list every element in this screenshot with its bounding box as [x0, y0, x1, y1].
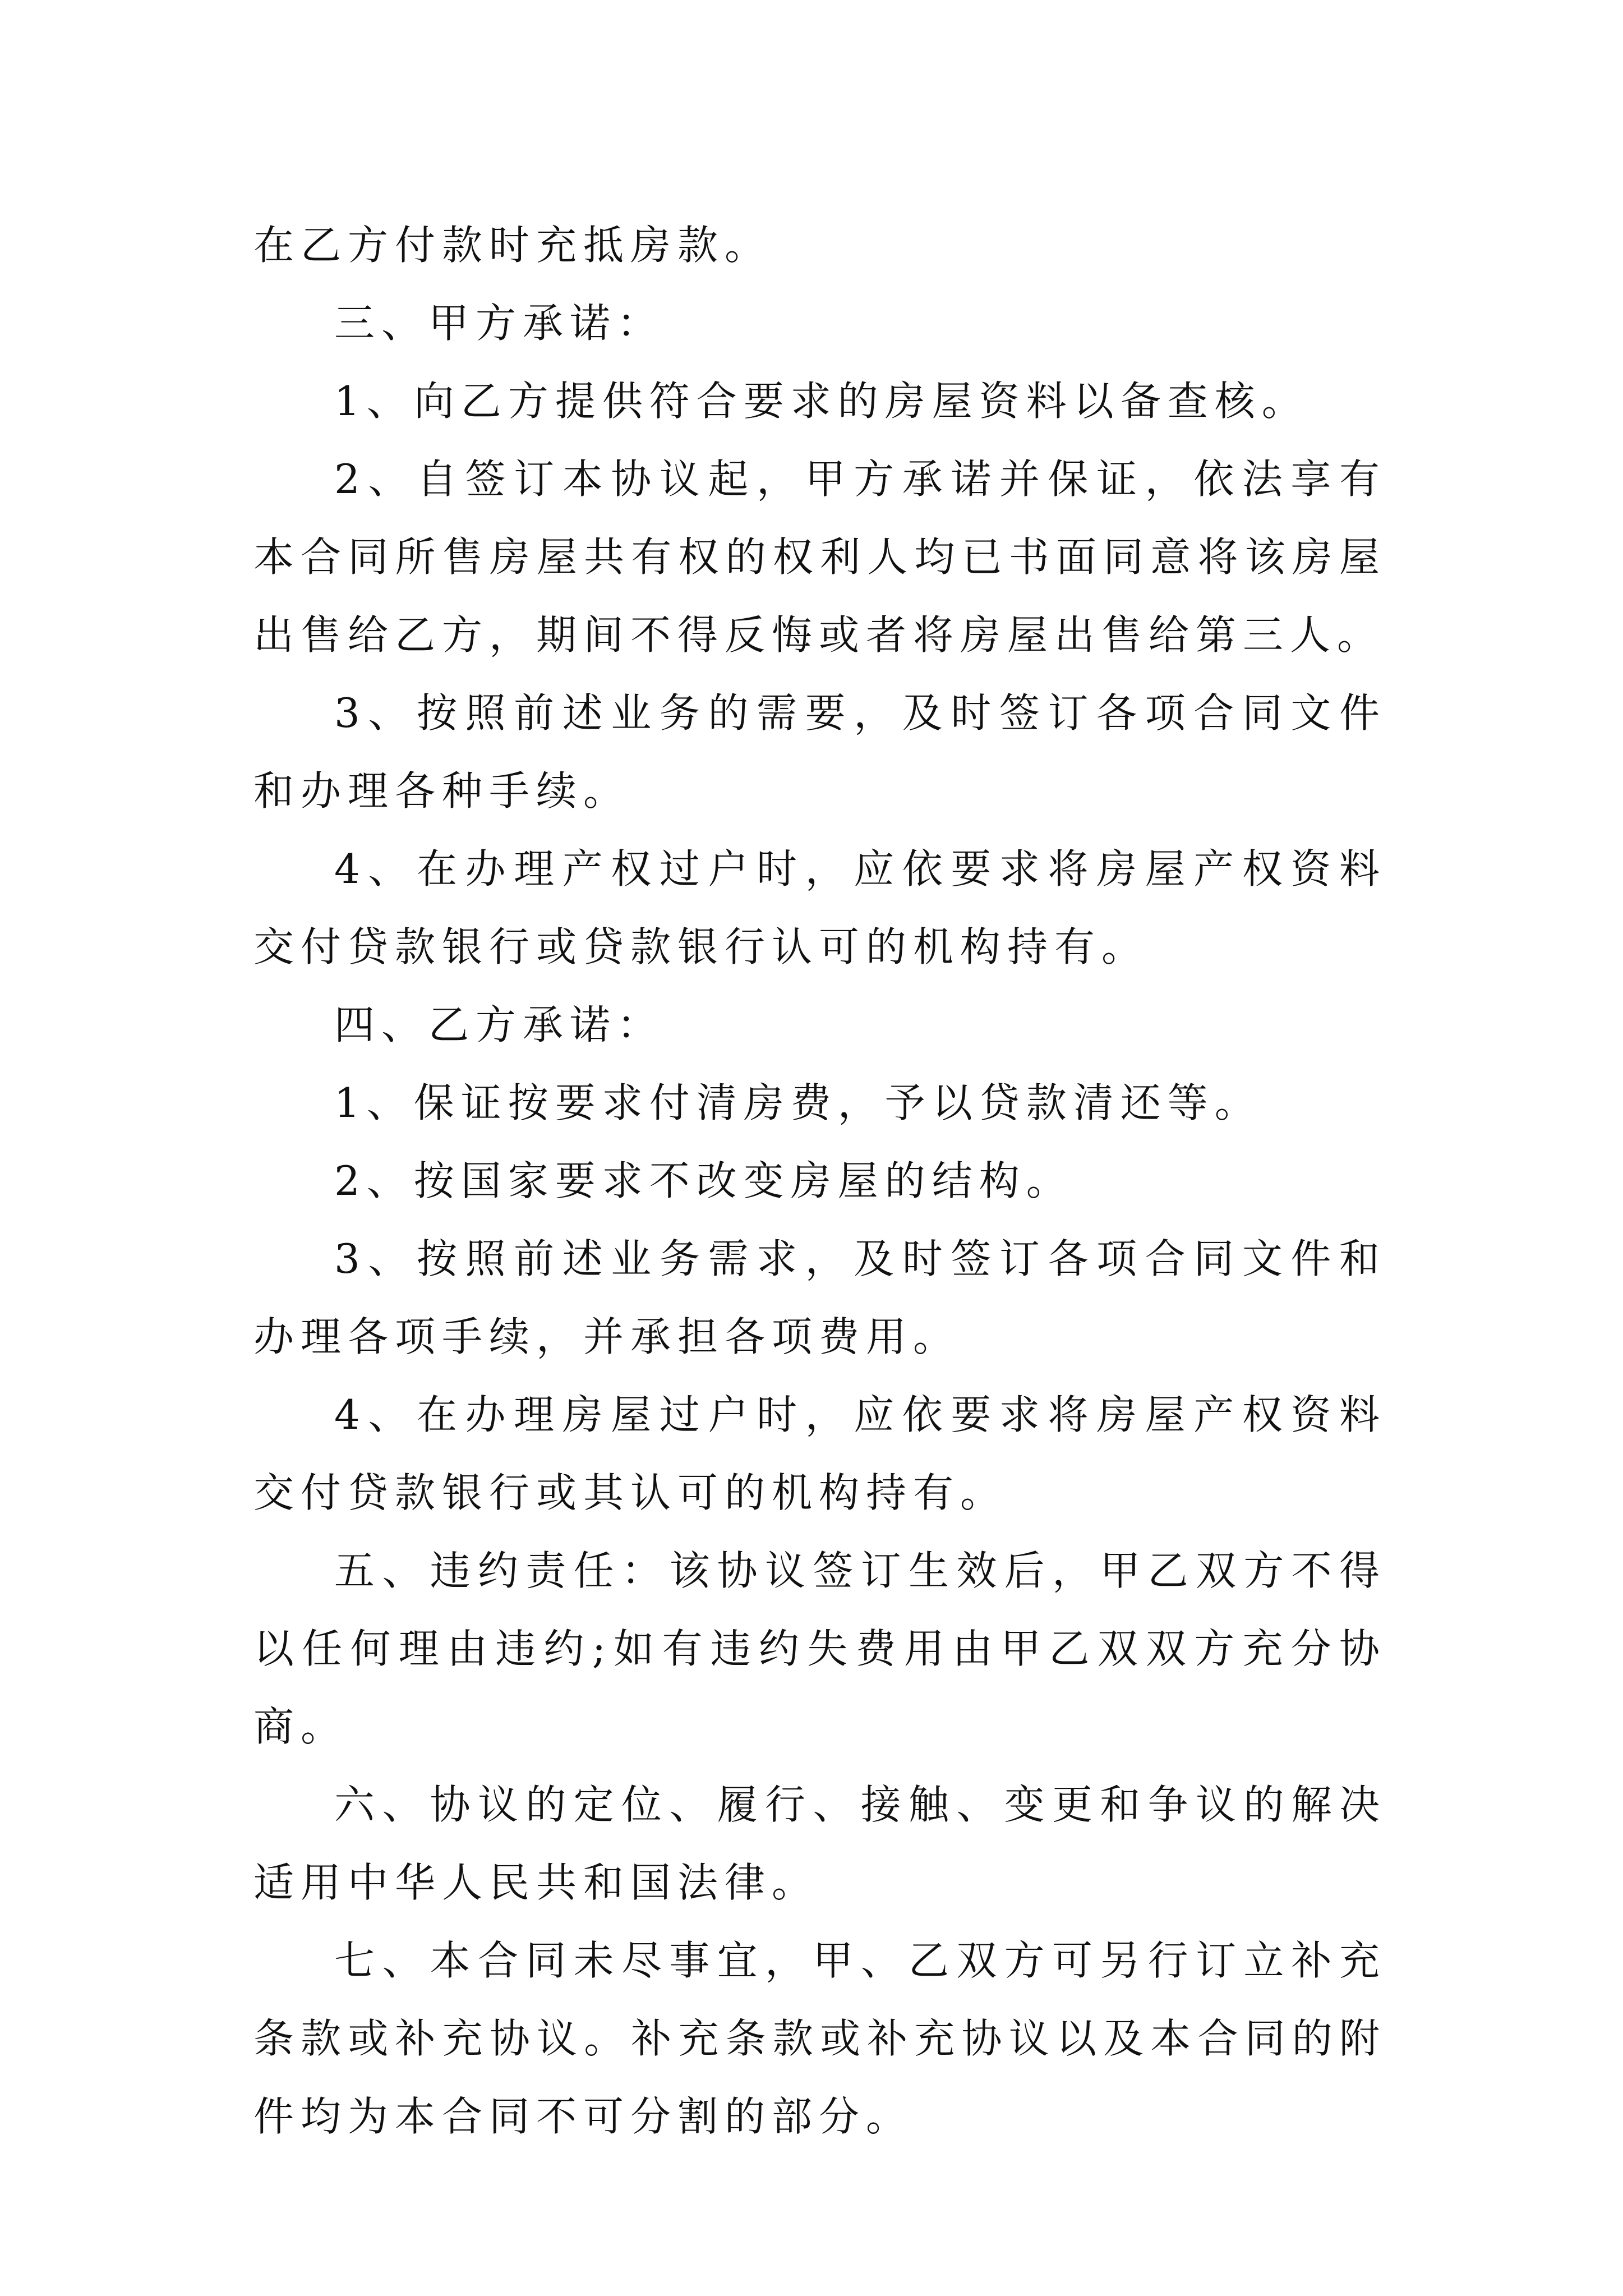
- section-heading-party-b: 四、乙方承诺：: [334, 1001, 665, 1048]
- paragraph-continuation: 在乙方付款时充抵房款。: [253, 222, 772, 269]
- paragraph: 2、自签订本协议起，甲方承诺并保证，依法享有本合同所售房屋共有权的权利人均已书面同意将该房屋出售给乙方，期间不得反悔或者将房屋出售给第三人。: [253, 455, 1386, 659]
- section-heading-party-a: 三、甲方承诺：: [334, 300, 665, 347]
- paragraph: 1、保证按要求付清房费，予以贷款清还等。: [334, 1079, 1262, 1126]
- paragraph: 4、在办理产权过户时，应依要求将房屋产权资料交付贷款银行或贷款银行认可的机构持有。: [253, 845, 1386, 970]
- section-governing-law: 六、协议的定位、履行、接触、变更和争议的解决适用中华人民共和国法律。: [253, 1781, 1386, 1906]
- paragraph: 4、在办理房屋过户时，应依要求将房屋产权资料交付贷款银行或其认可的机构持有。: [253, 1391, 1386, 1516]
- section-liability: 五、违约责任：该协议签订生效后，甲乙双方不得以任何理由违约;如有违约失费用由甲乙双双方充分协商。: [253, 1547, 1386, 1750]
- paragraph: 3、按照前述业务的需要，及时签订各项合同文件和办理各种手续。: [253, 689, 1386, 815]
- paragraph: 2、按国家要求不改变房屋的结构。: [334, 1157, 1073, 1204]
- paragraph: 1、向乙方提供符合要求的房屋资料以备查核。: [334, 378, 1309, 425]
- section-supplementary: 七、本合同未尽事宜，甲、乙双方可另行订立补充条款或补充协议。补充条款或补充协议以及本合同的附件均为本合同不可分割的部分。: [253, 1937, 1386, 2140]
- document-body: [253, 206, 1386, 2156]
- paragraph: 3、按照前述业务需求，及时签订各项合同文件和办理各项手续，并承担各项费用。: [253, 1235, 1386, 1360]
